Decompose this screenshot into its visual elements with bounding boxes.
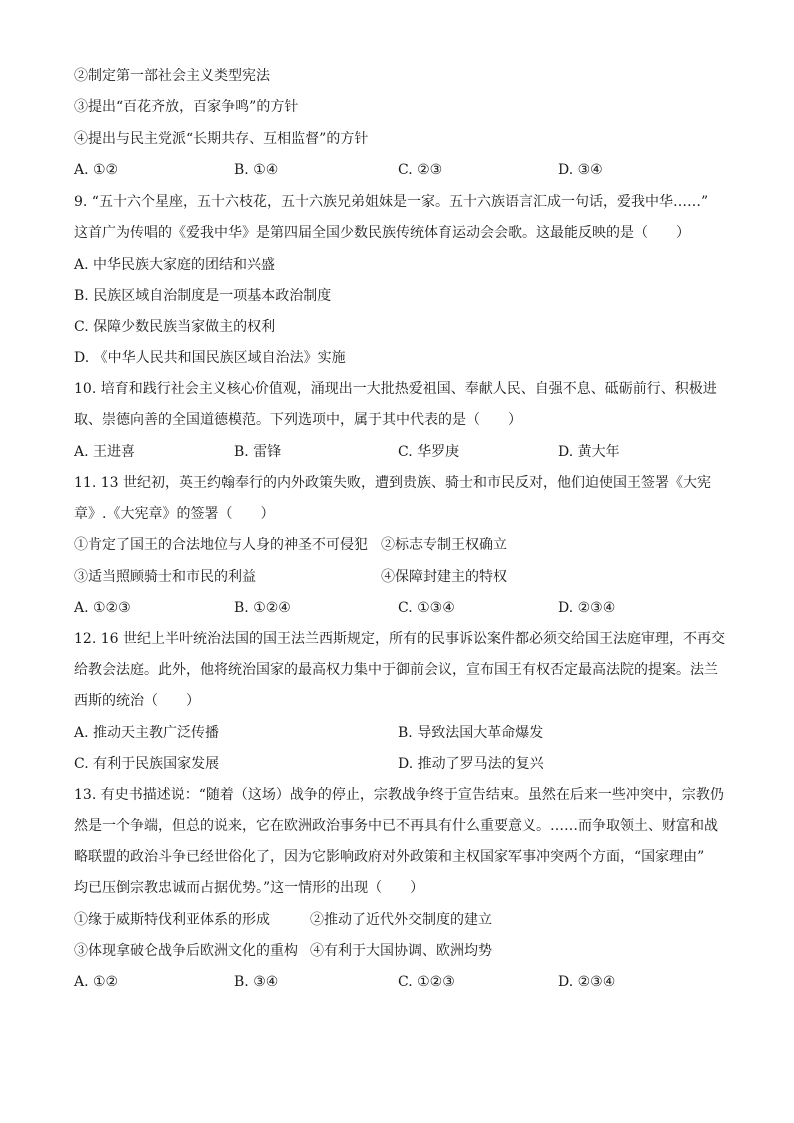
q12-option-a: A. 推动天主教广泛传播 — [74, 725, 220, 741]
q13-stem-line-1: 13. 有史书描述说：“随着（这场）战争的停止，宗教战争终于宣告结束。虽然在后来一些冲突中，宗教仍 — [74, 787, 724, 803]
q9-option-a: A. 中华民族大家庭的团结和兴盛 — [74, 257, 276, 273]
q9-option-b: B. 民族区域自治制度是一项基本政治制度 — [74, 288, 332, 304]
q11-stem-line-1: 11. 13 世纪初，英王约翰奉行的内外政策失败，遭到贵族、骑士和市民反对，他们迫使国王签署《大宪 — [74, 475, 711, 491]
q8-option-b: B. ①④ — [234, 162, 279, 178]
q12-stem-line-2: 给教会法庭。此外，他将统治国家的最高权力集中于御前会议，宣布国王有权否定最高法院的提案。法兰 — [74, 662, 718, 678]
q13-statement-1: ①缘于威斯特伐利亚体系的形成 — [74, 912, 270, 928]
q12-option-d: D. 推动了罗马法的复兴 — [398, 756, 544, 772]
q12-option-c: C. 有利于民族国家发展 — [74, 756, 220, 772]
q9-option-c: C. 保障少数民族当家做主的权利 — [74, 319, 276, 335]
q10-option-b: B. 雷锋 — [234, 444, 282, 460]
q12-option-b: B. 导致法国大革命爆发 — [398, 725, 544, 741]
q8-option-d: D. ③④ — [558, 162, 603, 178]
q8-option-a: A. ①② — [74, 162, 119, 178]
q8-statement-4: ④提出与民主党派“长期共存、互相监督”的方针 — [74, 131, 369, 147]
q11-statement-1: ①肯定了国王的合法地位与人身的神圣不可侵犯 — [74, 537, 368, 553]
q12-stem-line-3: 西斯的统治（ ） — [74, 693, 200, 709]
q13-option-b: B. ③④ — [234, 974, 279, 990]
q9-stem-line-1: 9. “五十六个星座，五十六枝花，五十六族兄弟姐妹是一家。五十六族语言汇成一句话，爱我中华……” — [74, 194, 709, 210]
q11-option-d: D. ②③④ — [558, 600, 616, 616]
q9-option-d: D. 《中华人民共和国民族区域自治法》实施 — [74, 350, 346, 366]
q10-option-a: A. 王进喜 — [74, 444, 136, 460]
q11-option-c: C. ①③④ — [398, 600, 455, 616]
q13-stem-line-4: 均已压倒宗教忠诚而占据优势。”这一情形的出现（ ） — [74, 880, 425, 896]
q13-statement-2: ②推动了近代外交制度的建立 — [310, 912, 492, 928]
q11-stem-line-2: 章》.《大宪章》的签署（ ） — [74, 506, 275, 522]
q11-statement-2: ②标志专制王权确立 — [381, 537, 507, 553]
q11-option-a: A. ①②③ — [74, 600, 131, 616]
q11-option-b: B. ①②④ — [234, 600, 291, 616]
q13-stem-line-2: 然是一个争端，但总的说来，它在欧洲政治事务中已不再具有什么重要意义。……而争取领土、财富和战 — [74, 818, 718, 834]
q9-stem-line-2: 这首广为传唱的《爱我中华》是第四届全国少数民族传统体育运动会会歌。这最能反映的是（ ） — [74, 225, 690, 241]
q8-option-c: C. ②③ — [398, 162, 443, 178]
q13-statement-3: ③体现拿破仑战争后欧洲文化的重构 — [74, 943, 298, 959]
q13-option-c: C. ①②③ — [398, 974, 455, 990]
q8-statement-3: ③提出“百花齐放，百家争鸣”的方针 — [74, 99, 299, 115]
q10-stem-line-2: 取、崇德向善的全国道德模范。下列选项中，属于其中代表的是（ ） — [74, 412, 522, 428]
q13-stem-line-3: 略联盟的政治斗争已经世俗化了，因为它影响政府对外政策和主权国家军事冲突两个方面，“国家理由” — [74, 849, 705, 865]
q11-statement-4: ④保障封建主的特权 — [381, 569, 507, 585]
q11-statement-3: ③适当照顾骑士和市民的利益 — [74, 569, 256, 585]
q13-statement-4: ④有利于大国协调、欧洲均势 — [310, 943, 492, 959]
q10-stem-line-1: 10. 培育和践行社会主义核心价值观，涌现出一大批热爱祖国、奉献人民、自强不息、砥砺前行、积极进 — [74, 381, 717, 397]
q13-option-a: A. ①② — [74, 974, 119, 990]
q8-statement-2: ②制定第一部社会主义类型宪法 — [74, 68, 270, 84]
q13-option-d: D. ②③④ — [558, 974, 616, 990]
q10-option-c: C. 华罗庚 — [398, 444, 460, 460]
q10-option-d: D. 黄大年 — [558, 444, 620, 460]
q12-stem-line-1: 12. 16 世纪上半叶统治法国的国王法兰西斯规定，所有的民事诉讼案件都必须交给国王法庭审理，不再交 — [74, 631, 725, 647]
